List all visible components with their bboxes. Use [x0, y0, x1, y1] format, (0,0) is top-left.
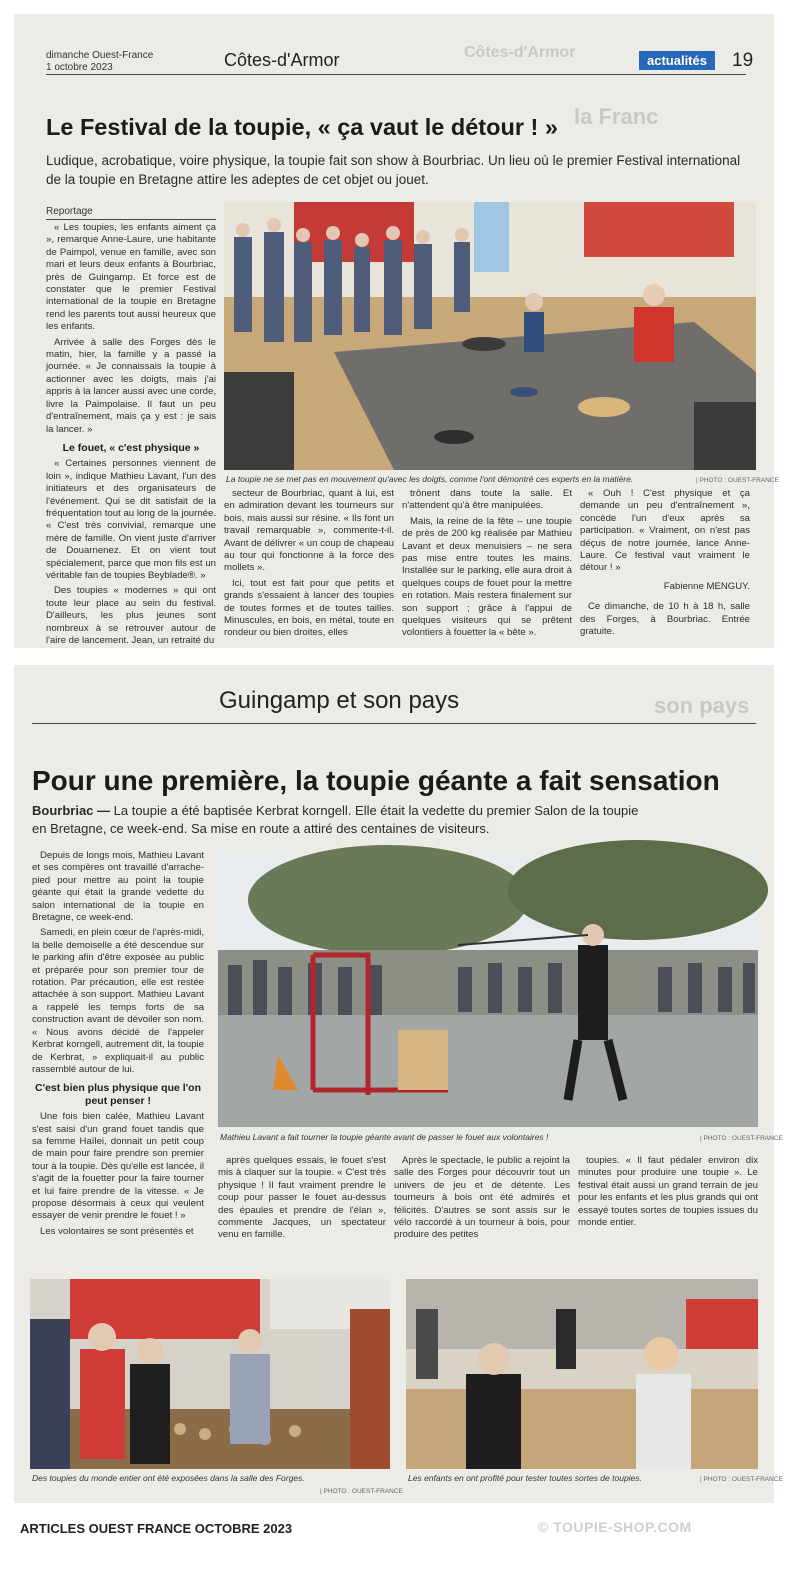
festival-hall-photo — [224, 202, 756, 470]
kicker-rule — [46, 219, 216, 220]
paragraph: Après le spectacle, le public a rejoint la salle des Forges pour découvrir tout un univers de jeu et de détente. Les tourneurs à bois ont été admirés et félicités. D'autres se sont assis sur le vélo raccordé à un tourneur à bois, pour produire des petites — [394, 1155, 570, 1241]
paragraph: secteur de Bourbriac, quant à lui, est en admiration devant les tourneurs sur bois, mais aussi sur résine. « Ils font un travail remarquable », commente-t-il. Avant de délivrer « un coup de chapeau au tour qui fonctionne à la force des mollets ». — [224, 488, 394, 574]
bleed-through-text: Côtes-d'Armor — [464, 44, 576, 61]
photo-caption: La toupie ne se met pas en mouvement qu'avec les doigts, comme l'ont démontré ces experts en la matière. — [226, 474, 634, 484]
footer-title: ARTICLES OUEST FRANCE OCTOBRE 2023 — [20, 1521, 293, 1536]
news-tag: actualités — [639, 51, 715, 70]
header-rule — [32, 723, 756, 724]
section-title: Côtes-d'Armor — [224, 50, 340, 70]
photo-credit: | PHOTO : OUEST-FRANCE — [320, 1488, 403, 1495]
article-column — [394, 1155, 570, 1265]
paragraph: Une fois bien calée, Mathieu Lavant s'est saisi d'un grand fouet tandis que sa femme Haïlei, donnait un petit coup de main pour faire prendre son premier tour à la toupie. Dès qu'elle est lancée, il s'agit de la fouetter pour la faire tourner et lui faire prendre de la vitesse. « Je propose désormais à ceux qui veulent essayer de venir prendre le fouet ! » — [32, 1111, 204, 1222]
bleed-through-text: son pays — [654, 693, 750, 718]
photo-caption: Des toupies du monde entier ont été exposées dans la salle des Forges. — [32, 1473, 305, 1483]
article-clipping-festival — [14, 14, 779, 648]
paragraph: « Les toupies, les enfants aiment ça », remarque Anne-Laure, une habitante de Paimpol, venue en famille, avec son mari et leurs deux enfants à Bourbriac, près de Guingamp. Et force est de constater que le premier Festival international de la toupie en Bretagne rend les parents tout aussi heureux que les enfants. — [46, 222, 216, 333]
article-column — [402, 488, 572, 638]
paragraph: « Certaines personnes viennent de loin », indique Mathieu Lavant, l'un des initiateurs et des organisateurs de l'événement. Qui se dit satisfait de la fréquentation tout au long de la journée. « C'est très convivial, remarque une mère de famille. On vient juste d'arriver de Douarnenez. Et on vient tout spécialement, parce que mon fils est un véritable fan de toupies Beyblade®. » — [46, 458, 216, 581]
photo-credit: | PHOTO : OUEST-FRANCE — [700, 1476, 783, 1483]
kicker-label: Reportage — [46, 206, 93, 217]
issue-date: dimanche Ouest-France 1 octobre 2023 — [46, 50, 154, 73]
article-column — [224, 488, 394, 638]
giant-top-photo — [218, 855, 758, 1127]
section-title: Guingamp et son pays — [219, 687, 460, 714]
paragraph: Mais, la reine de la fête – une toupie de près de 200 kg réalisée par Mathieu Lavant et deux menuisiers – ne sera pas mise entre toutes les mains. Installée sur le parking, elle aura droit à quelques coups de fouet pour la mettre en rotation. Mais restera finalement sur son support ; grâce à l'appui de quelques visiteurs qui se prêtent volontiers à fouetter la « bête ». — [402, 515, 572, 639]
photo-caption: Les enfants en ont profité pour tester toutes sortes de toupies. — [408, 1473, 642, 1483]
paragraph: Des toupies « modernes » qui ont toute leur place au sein du festival. D'ailleurs, les plus jeunes sont nombreux à se retrouver autour de l'aire de lancement. Jean, un retraité du — [46, 585, 216, 646]
author-signature: Fabienne MENGUY. — [663, 580, 750, 592]
exhibition-photo — [30, 1279, 390, 1469]
paragraph: trônent dans toute la salle. Et n'attendent qu'à être manipulées. — [402, 488, 572, 512]
photo-credit: | PHOTO : OUEST-FRANCE — [700, 1135, 783, 1142]
article-column — [218, 1155, 386, 1265]
lead-paragraph: Ludique, acrobatique, voire physique, la toupie fait son show à Bourbriac. Un lieu où le premier Festival international de la toupie en Bretagne attire les adeptes de cet objet ou jouet. — [46, 153, 741, 187]
page-number: 19 — [732, 50, 754, 71]
paragraph: après quelques essais, le fouet s'est mis à claquer sur la toupie. « C'est très physique ! Il faut vraiment prendre le coup pour passer le fouet au-dessus des épaules et prendre de l'élan », commente Jacques, un spectateur venu en famille. — [218, 1155, 386, 1241]
paragraph: Arrivée à salle des Forges dès le matin, hier, la famille y a passé la journée. « Je connaissais la toupie à actionner avec les doigts, mais j'ai appris à la lancer aussi avec une corde, livre la Paimpolaise. Il faut un peu d'entraînement, mais ça y est : je sais la lancer. » — [46, 336, 216, 435]
lead-paragraph — [32, 802, 642, 838]
article-column — [580, 488, 750, 638]
article-clipping-giant-top — [14, 665, 783, 1503]
photo-caption: Mathieu Lavant a fait tourner la toupie géante avant de passer le fouet aux volontaires ! — [220, 1132, 549, 1142]
photo-credit: | PHOTO : OUEST-FRANCE — [696, 477, 779, 484]
article-column — [32, 850, 204, 1275]
paragraph: Depuis de longs mois, Mathieu Lavant et ses compères ont travaillé d'arrache-pied pour mettre au point la toupie géante qui était la grande vedette du salon international de la toupie en Bretagne, ce week-end. — [32, 850, 204, 924]
subheading: Le fouet, « c'est physique » — [62, 441, 200, 454]
article-column — [46, 222, 216, 646]
children-playing-photo — [406, 1279, 758, 1469]
paragraph: Samedi, en plein cœur de l'après-midi, la belle demoiselle a été descendue sur le parking afin d'être exposée au public et préparée pour son premier tour de rotation. Par précaution, elle est restée attachée à son support. Mathieu Lavant a rappelé les temps forts de sa construction avant de dévoiler son nom. « Nous avons décidé de l'appeler Kerbrat korngell, autrement dit, la toupie de Kerbrat, » expliquait-il au public rassemblé autour de lui. — [32, 927, 204, 1075]
paragraph: Ici, tout est fait pour que petits et grands s'essaient à lancer des toupies de toutes formes et de toutes tailles. Minuscules, en bois, en métal, toute en rondeur ou bien droites, elles — [224, 577, 394, 639]
paragraph: « Ouh ! C'est physique et ça demande un peu d'entraînement », concède l'un d'eux après sa participation. « Vraiment, on n'est pas déçus de notre journée, lance Anne-Laure. Ce festival vaut vraiment le détour ! » — [580, 488, 750, 574]
footer-watermark: © TOUPIE-SHOP.COM — [538, 1519, 692, 1535]
headline: Le Festival de la toupie, « ça vaut le détour ! » — [46, 114, 558, 140]
paragraph: toupies. « Il faut pédaler environ dix minutes pour produire une toupie ». Le festival était aussi un grand terrain de jeu pour les enfants et les plus grands qui ont essayé toutes sortes de toupies issues du monde entier. — [578, 1155, 758, 1229]
lead-place: Bourbriac — — [32, 803, 111, 818]
bleed-through-text: la Franc — [574, 104, 659, 129]
article-column — [578, 1155, 758, 1265]
lead-text: La toupie a été baptisée Kerbrat korngell. Elle était la vedette du premier Salon de la toupie en Bretagne, ce week-end. Sa mise en route a attiré des centaines de visiteurs. — [32, 803, 639, 836]
paragraph: Les volontaires se sont présentés et — [40, 1225, 194, 1237]
header-rule — [46, 74, 746, 75]
subheading: C'est bien plus physique que l'on peut penser ! — [34, 1082, 201, 1107]
headline: Pour une première, la toupie géante a fait sensation — [32, 765, 720, 796]
event-info: Ce dimanche, de 10 h à 18 h, salle des Forges, à Bourbriac. Entrée gratuite. — [580, 601, 750, 638]
